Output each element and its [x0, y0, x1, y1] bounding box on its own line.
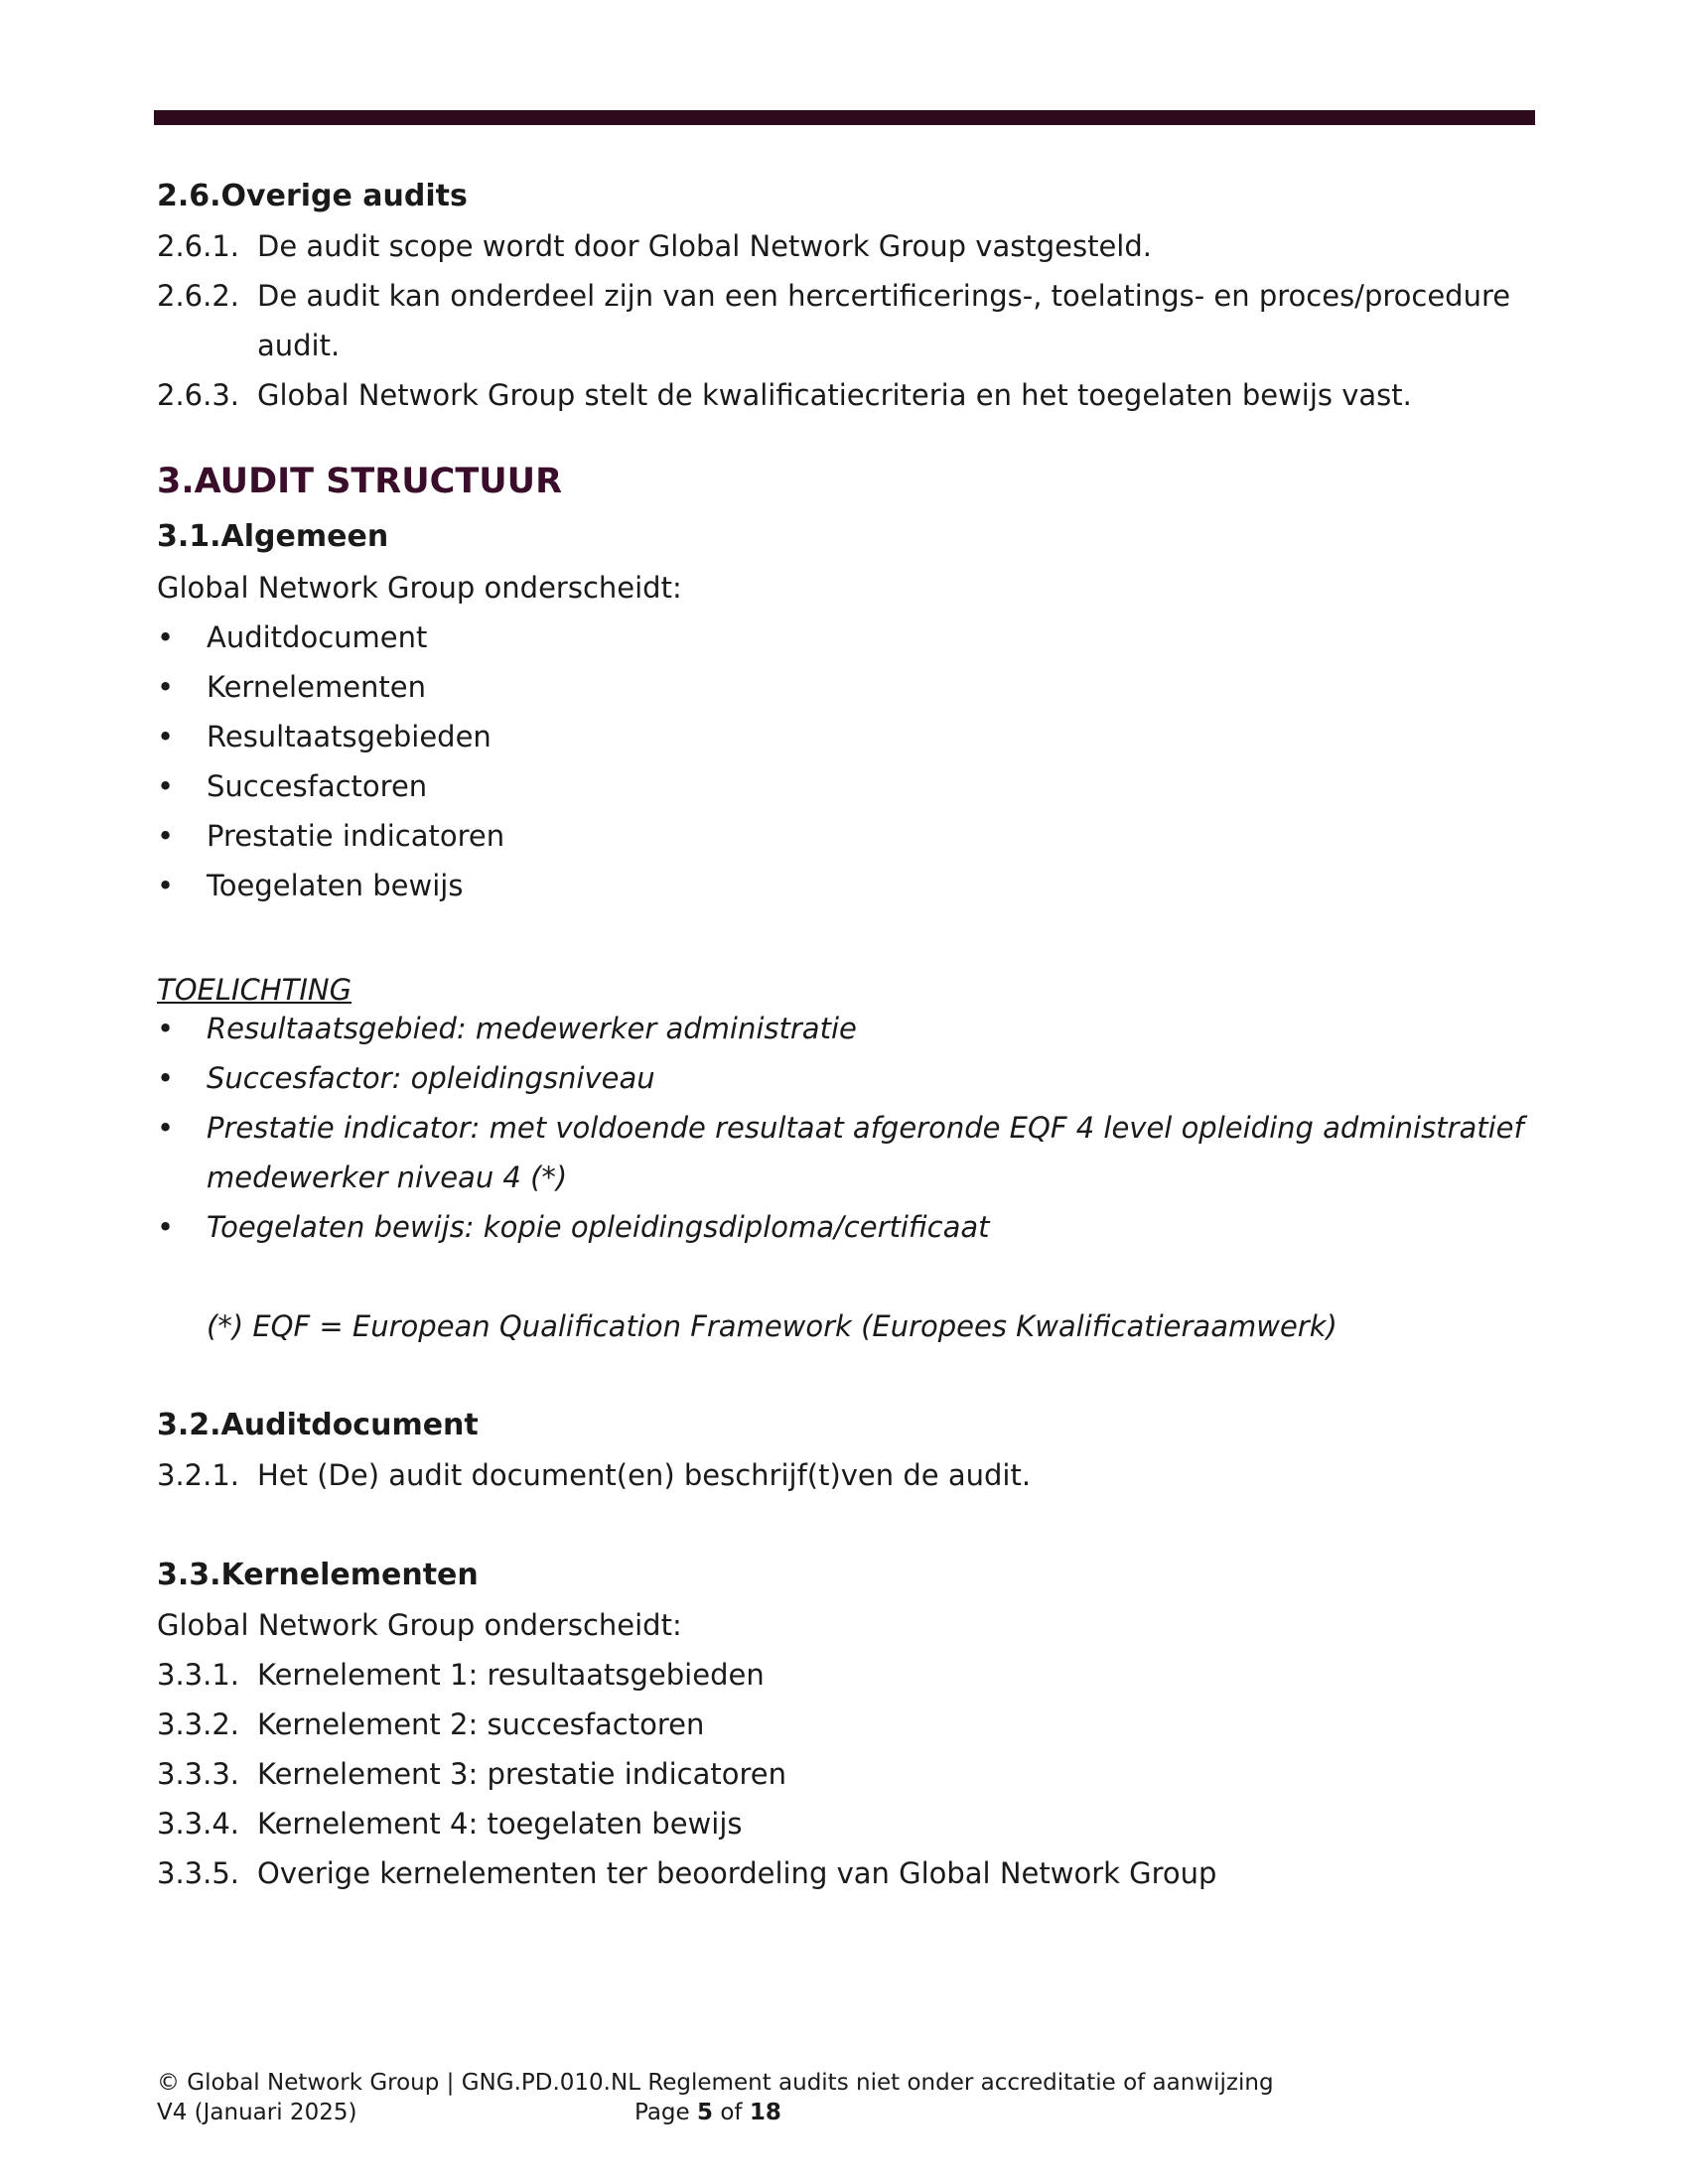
list-item-text: Prestatie indicator: met voldoende resultaat afgeronde EQF 4 level opleiding administratief	[207, 1111, 1524, 1145]
item-text: Kernelement 3: prestatie indicatoren	[257, 1757, 786, 1791]
footer-meta	[157, 2098, 781, 2127]
item-text: Overige kernelementen ter beoordeling van Global Network Group	[257, 1856, 1217, 1890]
list-item	[157, 1011, 857, 1046]
numbered-item	[157, 278, 1510, 314]
bullet-icon: •	[157, 720, 175, 753]
item-text: Global Network Group stelt de kwalificatiecriteria en het toegelaten bewijs vast.	[257, 378, 1412, 412]
list-item-text: Prestatie indicatoren	[207, 819, 505, 853]
page-number: 5	[697, 2100, 714, 2125]
bullet-icon: •	[157, 1012, 175, 1045]
item-number: 2.6.2.	[157, 279, 240, 313]
item-number: 3.3.5.	[157, 1856, 240, 1890]
list-item-text: Succesfactor: opleidingsniveau	[207, 1061, 655, 1095]
item-text: Het (De) audit document(en) beschrijf(t)ven de audit.	[257, 1458, 1032, 1492]
chapter-3-title: 3.AUDIT STRUCTUUR	[157, 462, 563, 501]
list-item	[157, 768, 427, 804]
list-item	[157, 669, 426, 705]
bullet-icon: •	[157, 819, 175, 853]
list-item-text: Kernelementen	[207, 670, 427, 704]
list-item-text: Resultaatsgebieden	[207, 720, 492, 753]
item-number: 3.3.1.	[157, 1658, 240, 1692]
item-number: 3.3.4.	[157, 1807, 240, 1841]
list-item	[157, 1110, 1524, 1146]
numbered-item	[157, 1706, 704, 1742]
toelichting-label: TOELICHTING	[157, 973, 352, 1007]
footnote: (*) EQF = European Qualification Framework (Europees Kwalificatieraamwerk)	[207, 1309, 1337, 1343]
item-number: 3.3.2.	[157, 1707, 240, 1741]
intro-text: Global Network Group onderscheidt:	[157, 1608, 682, 1642]
list-item	[157, 619, 427, 655]
numbered-item	[157, 1855, 1216, 1891]
numbered-item	[157, 1657, 765, 1693]
bullet-icon: •	[157, 1210, 175, 1244]
page-total: 18	[749, 2100, 781, 2125]
intro-text: Global Network Group onderscheidt:	[157, 571, 682, 605]
item-text: De audit kan onderdeel zijn van een hercertificerings-, toelatings- en proces/procedure	[257, 279, 1511, 313]
list-item-text: Toegelaten bewijs	[207, 869, 464, 902]
footer-copyright: © Global Network Group | GNG.PD.010.NL Reglement audits niet onder accreditatie of aanwijzing	[157, 2070, 1274, 2096]
item-number: 3.3.3.	[157, 1757, 240, 1791]
section-2-6-title: 2.6.Overige audits	[157, 179, 468, 213]
numbered-item	[157, 377, 1412, 413]
list-item-text: Toegelaten bewijs: kopie opleidingsdiploma/certificaat	[207, 1210, 990, 1244]
numbered-item	[157, 1457, 1031, 1493]
list-item	[157, 1209, 990, 1245]
bullet-icon: •	[157, 769, 175, 803]
header-rule	[154, 110, 1535, 125]
footer-version: V4 (Januari 2025)	[157, 2100, 357, 2125]
list-item	[157, 868, 463, 903]
item-text: De audit scope wordt door Global Network Group vastgesteld.	[257, 229, 1152, 263]
section-3-2-title: 3.2.Auditdocument	[157, 1408, 479, 1442]
list-item-text: Succesfactoren	[207, 769, 428, 803]
bullet-icon: •	[157, 1111, 175, 1145]
item-number: 2.6.3.	[157, 378, 240, 412]
item-number: 2.6.1.	[157, 229, 240, 263]
item-text: Kernelement 2: succesfactoren	[257, 1707, 705, 1741]
section-3-3-title: 3.3.Kernelementen	[157, 1558, 479, 1592]
page-of: of	[713, 2100, 750, 2125]
bullet-icon: •	[157, 620, 175, 654]
bullet-icon: •	[157, 670, 175, 704]
section-3-1-title: 3.1.Algemeen	[157, 519, 389, 554]
list-item-continuation: medewerker niveau 4 (*)	[207, 1160, 568, 1194]
numbered-item	[157, 1756, 786, 1792]
list-item	[157, 719, 492, 754]
item-text: Kernelement 1: resultaatsgebieden	[257, 1658, 765, 1692]
numbered-item	[157, 228, 1152, 264]
item-continuation: audit.	[257, 329, 341, 362]
list-item	[157, 1060, 655, 1096]
item-number: 3.2.1.	[157, 1458, 240, 1492]
bullet-icon: •	[157, 869, 175, 902]
numbered-item	[157, 1806, 742, 1842]
list-item-text: Auditdocument	[207, 620, 428, 654]
item-text: Kernelement 4: toegelaten bewijs	[257, 1807, 743, 1841]
bullet-icon: •	[157, 1061, 175, 1095]
list-item-text: Resultaatsgebied: medewerker administratie	[207, 1012, 857, 1045]
list-item	[157, 818, 504, 854]
page-label: Page	[634, 2100, 697, 2125]
